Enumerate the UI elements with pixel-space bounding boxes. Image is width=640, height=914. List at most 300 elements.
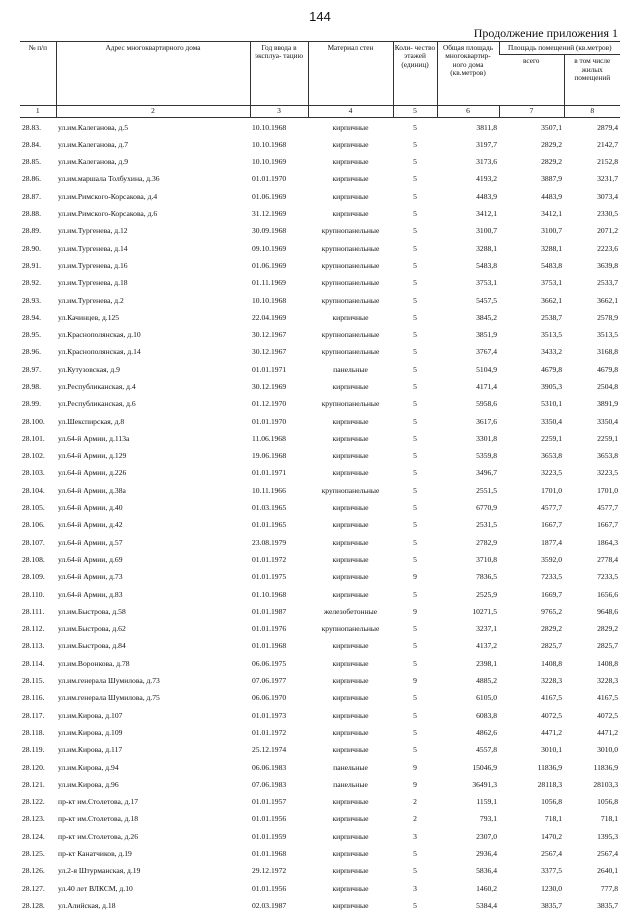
commissioning-date: 25.12.1974 — [252, 745, 287, 755]
row-number: 28.98. — [22, 382, 41, 391]
row-number: 28.123. — [22, 814, 45, 824]
floor-count: 5 — [413, 624, 417, 634]
total-area: 15046,9 — [472, 762, 497, 772]
house-address: ул.40 лет ВЛКСМ, д.10 — [58, 883, 133, 893]
house-address: ул.им.Воронкова, д.78 — [58, 658, 130, 668]
house-address: ул.им.Быстрова, д.84 — [58, 641, 126, 651]
house-address: ул.им.Тургенева, д.16 — [58, 260, 128, 270]
living-area: 777,8 — [600, 883, 618, 893]
wall-material: кирпичные — [332, 710, 369, 720]
house-address: ул.им.Тургенева, д.2 — [58, 295, 124, 305]
house-address: ул.им.Тургенева, д.12 — [58, 226, 128, 236]
row-number: 28.97. — [22, 364, 41, 374]
living-area: 7233,5 — [597, 572, 618, 582]
table-row — [20, 188, 620, 205]
floor-count: 5 — [413, 658, 417, 668]
total-area: 4137,2 — [476, 641, 497, 651]
row-number: 28.128. — [22, 900, 45, 910]
premises-area-total: 2538,7 — [541, 312, 562, 322]
wall-material: кирпичные — [332, 451, 369, 461]
living-area: 4471,2 — [597, 727, 618, 737]
commissioning-date: 07.06.1983 — [252, 779, 287, 789]
table-row — [20, 222, 620, 239]
living-area: 3513,5 — [597, 330, 618, 340]
table-row — [20, 637, 620, 654]
row-number: 28.101. — [22, 433, 45, 443]
table-row — [20, 620, 620, 637]
house-address: ул.им.Тургенева, д.18 — [58, 278, 128, 288]
living-area: 2879,4 — [597, 122, 618, 132]
commissioning-date: 01.01.1972 — [252, 554, 287, 564]
total-area: 3845,2 — [476, 312, 497, 322]
premises-area-total: 9765,2 — [541, 606, 562, 616]
row-number: 28.93. — [22, 295, 41, 305]
wall-material: кирпичные — [332, 727, 369, 737]
floor-count: 5 — [413, 745, 417, 755]
premises-area-total: 3288,1 — [541, 243, 562, 253]
wall-material: кирпичные — [332, 814, 369, 824]
column-number: 7 — [499, 106, 564, 118]
row-number: 28.112. — [22, 624, 45, 634]
premises-area-total: 3228,3 — [541, 676, 562, 686]
house-address: ул.им.генерала Шумилова, д.73 — [58, 676, 160, 686]
total-area: 6770,9 — [476, 503, 497, 513]
commissioning-date: 01.12.1970 — [252, 399, 287, 409]
wall-material: крупнопанельные — [321, 399, 380, 409]
premises-area-total: 2567,4 — [541, 849, 562, 859]
premises-area-total: 3507,1 — [541, 122, 562, 132]
commissioning-date: 10.11.1966 — [252, 485, 286, 495]
wall-material: панельные — [333, 762, 368, 772]
wall-material: крупнопанельные — [321, 485, 380, 495]
row-number: 28.95. — [22, 330, 41, 340]
row-number: 28.100. — [22, 416, 45, 426]
table-row — [20, 828, 620, 845]
living-area: 1864,3 — [597, 537, 618, 547]
floor-count: 5 — [413, 364, 417, 374]
living-area: 3835,7 — [597, 900, 618, 910]
premises-area-total: 1701,0 — [541, 485, 562, 495]
house-address: ул.64-й Армии, д.113а — [58, 433, 130, 443]
floor-count: 5 — [413, 278, 417, 288]
living-area: 2829,2 — [597, 624, 618, 634]
premises-area-total: 7233,5 — [541, 572, 562, 582]
living-area: 3653,8 — [597, 451, 618, 461]
total-area: 3496,7 — [476, 468, 497, 478]
premises-area-total: 3350,4 — [541, 416, 562, 426]
header-premises-living: в том числе жилых помещений — [564, 55, 620, 106]
house-address: ул.им.Кирова, д.107 — [58, 710, 123, 720]
house-address: ул.64-й Армии, д.83 — [58, 589, 123, 599]
floor-count: 9 — [413, 606, 417, 616]
wall-material: кирпичные — [332, 537, 369, 547]
living-area: 4679,8 — [597, 364, 618, 374]
premises-area-total: 1408,8 — [541, 658, 562, 668]
table-row — [20, 793, 620, 810]
house-address: ул.им.маршала Толбухина, д.36 — [58, 174, 160, 184]
house-address: ул.им.Кирова, д.96 — [58, 779, 119, 789]
living-area: 4577,7 — [597, 503, 618, 513]
floor-count: 5 — [413, 260, 417, 270]
table-row — [20, 897, 620, 914]
floor-count: 3 — [413, 831, 417, 841]
table-row — [20, 724, 620, 741]
floor-count: 5 — [413, 174, 417, 184]
commissioning-date: 01.01.1976 — [252, 624, 287, 634]
table-row — [20, 879, 620, 896]
row-number: 28.122. — [22, 797, 45, 807]
living-area: 3228,3 — [597, 676, 618, 686]
living-area: 2578,9 — [597, 312, 618, 322]
total-area: 3288,1 — [476, 243, 497, 253]
commissioning-date: 23.08.1979 — [252, 537, 287, 547]
wall-material: крупнопанельные — [321, 347, 380, 357]
table-row — [20, 551, 620, 568]
wall-material: кирпичные — [332, 191, 369, 201]
column-number-row — [20, 106, 620, 118]
house-address: ул.им.Кирова, д.109 — [58, 727, 123, 737]
row-number: 28.110. — [22, 589, 45, 599]
premises-area-total: 3513,5 — [541, 330, 562, 340]
row-number: 28.116. — [22, 693, 45, 703]
total-area: 3617,6 — [476, 416, 497, 426]
appendix-continuation-caption: Продолжение приложения 1 — [473, 26, 618, 40]
total-area: 5958,6 — [476, 399, 497, 409]
table-row — [20, 499, 620, 516]
wall-material: крупнопанельные — [321, 243, 380, 253]
commissioning-date: 10.10.1968 — [252, 122, 287, 132]
total-area: 3753,1 — [476, 278, 497, 288]
row-number: 28.117. — [22, 710, 45, 720]
table-row — [20, 810, 620, 827]
house-address: ул.им.Тургенева, д.14 — [58, 243, 128, 253]
premises-area-total: 1470,2 — [541, 831, 562, 841]
wall-material: кирпичные — [332, 745, 369, 755]
living-area: 1656,6 — [597, 589, 618, 599]
floor-count: 5 — [413, 727, 417, 737]
house-address: ул.64-й Армии, д.129 — [58, 451, 127, 461]
floor-count: 5 — [413, 589, 417, 599]
floor-count: 2 — [413, 814, 417, 824]
living-area: 718,1 — [600, 814, 618, 824]
row-number: 28.85. — [22, 157, 41, 167]
floor-count: 5 — [413, 330, 417, 340]
wall-material: кирпичные — [332, 157, 369, 167]
living-area: 3010,0 — [597, 745, 618, 755]
floor-count: 5 — [413, 416, 417, 426]
premises-area-total: 3905,3 — [541, 382, 562, 391]
commissioning-date: 06.06.1970 — [252, 693, 287, 703]
wall-material: кирпичные — [332, 382, 369, 391]
column-number: 8 — [564, 106, 620, 118]
column-number: 4 — [308, 106, 393, 118]
living-area: 1701,0 — [597, 485, 618, 495]
total-area: 6083,8 — [476, 710, 497, 720]
house-address: ул.Шекспирская, д.8 — [58, 416, 125, 426]
wall-material: кирпичные — [332, 866, 369, 876]
premises-area-total: 4483,9 — [541, 191, 562, 201]
table-row — [20, 118, 620, 136]
commissioning-date: 01.01.1971 — [252, 364, 287, 374]
table-row — [20, 326, 620, 343]
wall-material: кирпичные — [332, 433, 369, 443]
floor-count: 5 — [413, 900, 417, 910]
header-address: Адрес многоквартирного дома — [56, 42, 250, 106]
row-number: 28.119. — [22, 745, 45, 755]
table-row — [20, 689, 620, 706]
row-number: 28.91. — [22, 260, 41, 270]
commissioning-date: 01.01.1956 — [252, 883, 287, 893]
premises-area-total: 3653,8 — [541, 451, 562, 461]
table-row — [20, 464, 620, 481]
house-address: ул.64-й Армии, д.57 — [58, 537, 123, 547]
row-number: 28.96. — [22, 347, 41, 357]
commissioning-date: 29.12.1972 — [252, 866, 287, 876]
row-number: 28.99. — [22, 399, 41, 409]
living-area: 2330,5 — [597, 209, 618, 219]
commissioning-date: 01.06.1969 — [252, 191, 287, 201]
total-area: 4885,2 — [476, 676, 497, 686]
row-number: 28.124. — [22, 831, 45, 841]
living-area: 1408,8 — [597, 658, 618, 668]
floor-count: 5 — [413, 382, 417, 391]
row-number: 28.88. — [22, 209, 41, 219]
table-row — [20, 447, 620, 464]
header-premises-all: всего — [499, 55, 564, 106]
floor-count: 9 — [413, 779, 417, 789]
total-area: 2531,5 — [476, 520, 497, 530]
living-area: 3223,5 — [597, 468, 618, 478]
floor-count: 5 — [413, 122, 417, 132]
header-premises-area: Площадь помещений (кв.метров) — [499, 42, 620, 55]
living-area: 1395,3 — [597, 831, 618, 841]
wall-material: кирпичные — [332, 122, 369, 132]
living-area: 11836,9 — [593, 762, 618, 772]
premises-area-total: 3223,5 — [541, 468, 562, 478]
table-row — [20, 430, 620, 447]
wall-material: кирпичные — [332, 693, 369, 703]
table-row — [20, 239, 620, 256]
floor-count: 9 — [413, 762, 417, 772]
premises-area-total: 3662,1 — [541, 295, 562, 305]
table-row — [20, 568, 620, 585]
house-address: ул.им.Калеганова, д.7 — [58, 139, 129, 149]
table-header — [20, 42, 620, 118]
total-area: 3173,6 — [476, 157, 497, 167]
floor-count: 5 — [413, 433, 417, 443]
house-address: ул.Республиканская, д.4 — [58, 382, 136, 391]
floor-count: 5 — [413, 520, 417, 530]
premises-area-total: 2829,2 — [541, 139, 562, 149]
house-address: пр-кт им.Столетова, д.17 — [58, 797, 139, 807]
total-area: 10271,5 — [472, 606, 497, 616]
house-address: ул.Республиканская, д.6 — [58, 399, 136, 409]
row-number: 28.89. — [22, 226, 41, 236]
premises-area-total: 718,1 — [544, 814, 562, 824]
table-row — [20, 205, 620, 222]
table-row — [20, 257, 620, 274]
commissioning-date: 06.06.1983 — [252, 762, 287, 772]
total-area: 2525,9 — [476, 589, 497, 599]
premises-area-total: 3887,9 — [541, 174, 562, 184]
living-area: 3662,1 — [597, 295, 618, 305]
premises-area-total: 3377,5 — [541, 866, 562, 876]
commissioning-date: 19.06.1968 — [252, 451, 287, 461]
total-area: 793,1 — [479, 814, 497, 824]
living-area: 2504,8 — [597, 382, 618, 391]
header-total-area: Общая площадь многоквартир- ного дома (кв.метров) — [437, 42, 499, 106]
floor-count: 5 — [413, 554, 417, 564]
wall-material: кирпичные — [332, 849, 369, 859]
house-address: ул.Краснополянская, д.10 — [58, 330, 141, 340]
house-address: ул.64-й Армии, д.226 — [58, 468, 127, 478]
floor-count: 5 — [413, 347, 417, 357]
commissioning-date: 06.06.1975 — [252, 658, 287, 668]
premises-area-total: 1669,7 — [541, 589, 562, 599]
floor-count: 5 — [413, 139, 417, 149]
total-area: 3767,4 — [476, 347, 497, 357]
commissioning-date: 01.01.1968 — [252, 641, 287, 651]
total-area: 2782,9 — [476, 537, 497, 547]
row-number: 28.125. — [22, 849, 45, 859]
premises-area-total: 1056,8 — [541, 797, 562, 807]
commissioning-date: 01.11.1969 — [252, 278, 286, 288]
row-number: 28.114. — [22, 658, 45, 668]
wall-material: кирпичные — [332, 641, 369, 651]
wall-material: железобетонные — [323, 606, 378, 616]
row-number: 28.94. — [22, 312, 41, 322]
premises-area-total: 5310,1 — [541, 399, 562, 409]
wall-material: панельные — [333, 779, 368, 789]
floor-count: 3 — [413, 883, 417, 893]
total-area: 4171,4 — [476, 382, 497, 391]
premises-area-total: 3835,7 — [541, 900, 562, 910]
total-area: 4557,8 — [476, 745, 497, 755]
commissioning-date: 10.10.1969 — [252, 157, 287, 167]
premises-area-total: 2829,2 — [541, 624, 562, 634]
total-area: 4483,9 — [476, 191, 497, 201]
total-area: 5384,4 — [476, 900, 497, 910]
floor-count: 5 — [413, 399, 417, 409]
row-number: 28.121. — [22, 779, 45, 789]
total-area: 2551,5 — [476, 485, 497, 495]
floor-count: 5 — [413, 503, 417, 513]
total-area: 4862,6 — [476, 727, 497, 737]
total-area: 3301,8 — [476, 433, 497, 443]
premises-area-total: 1877,4 — [541, 537, 562, 547]
wall-material: крупнопанельные — [321, 295, 380, 305]
floor-count: 5 — [413, 243, 417, 253]
premises-area-total: 3433,2 — [541, 347, 562, 357]
header-material: Материал стен — [308, 42, 393, 106]
living-area: 3073,4 — [597, 191, 618, 201]
total-area: 2307,0 — [476, 831, 497, 841]
floor-count: 5 — [413, 693, 417, 703]
total-area: 36491,3 — [472, 779, 497, 789]
wall-material: кирпичные — [332, 797, 369, 807]
house-address: ул.им.Римского-Корсакова, д.4 — [58, 191, 158, 201]
premises-area-total: 3753,1 — [541, 278, 562, 288]
house-address: ул.им.Быстрова, д.58 — [58, 606, 126, 616]
row-number: 28.83. — [22, 122, 41, 132]
house-address: ул.им.генерала Шумилова, д.75 — [58, 693, 160, 703]
house-address: ул.им.Калеганова, д.5 — [58, 122, 129, 132]
house-address: пр-кт им.Столетова, д.26 — [58, 831, 139, 841]
row-number: 28.118. — [22, 727, 45, 737]
table-row — [20, 170, 620, 187]
total-area: 5457,5 — [476, 295, 497, 305]
living-area: 1056,8 — [597, 797, 618, 807]
premises-area-total: 3412,1 — [541, 209, 562, 219]
total-area: 3710,8 — [476, 554, 497, 564]
premises-area-total: 3100,7 — [541, 226, 562, 236]
total-area: 2936,4 — [476, 849, 497, 859]
table-row — [20, 776, 620, 793]
living-area: 3639,8 — [597, 260, 618, 270]
column-number: 1 — [20, 106, 56, 118]
commissioning-date: 01.01.1971 — [252, 468, 287, 478]
commissioning-date: 01.01.1970 — [252, 174, 287, 184]
commissioning-date: 22.04.1969 — [252, 312, 287, 322]
house-address: ул.64-й Армии, д.38а — [58, 485, 126, 495]
wall-material: кирпичные — [332, 554, 369, 564]
house-address: ул.Качинцев, д.125 — [58, 312, 120, 322]
table-row — [20, 309, 620, 326]
house-address: ул.им.Калеганова, д.9 — [58, 157, 129, 167]
house-address: ул.им.Быстрова, д.62 — [58, 624, 126, 634]
header-year: Год ввода в эксплуа- тацию — [250, 42, 308, 106]
commissioning-date: 01.01.1975 — [252, 572, 287, 582]
wall-material: кирпичные — [332, 139, 369, 149]
row-number: 28.106. — [22, 520, 45, 530]
commissioning-date: 01.01.1968 — [252, 849, 287, 859]
column-number: 6 — [437, 106, 499, 118]
wall-material: кирпичные — [332, 174, 369, 184]
commissioning-date: 01.01.1956 — [252, 814, 287, 824]
wall-material: крупнопанельные — [321, 330, 380, 340]
house-address: ул.им.Кирова, д.117 — [58, 745, 123, 755]
premises-area-total: 4167,5 — [541, 693, 562, 703]
living-area: 3350,4 — [597, 416, 618, 426]
house-address: ул.64-й Армии, д.73 — [58, 572, 123, 582]
total-area: 3811,8 — [476, 122, 497, 132]
premises-area-total: 11836,9 — [537, 762, 562, 772]
premises-area-total: 3010,1 — [541, 745, 562, 755]
row-number: 28.92. — [22, 278, 41, 288]
total-area: 1460,2 — [476, 883, 497, 893]
table-row — [20, 672, 620, 689]
floor-count: 5 — [413, 485, 417, 495]
floor-count: 5 — [413, 641, 417, 651]
table-row — [20, 395, 620, 412]
commissioning-date: 09.10.1969 — [252, 243, 287, 253]
premises-area-total: 5483,8 — [541, 260, 562, 270]
row-number: 28.90. — [22, 243, 41, 253]
total-area: 5483,8 — [476, 260, 497, 270]
total-area: 3197,7 — [476, 139, 497, 149]
premises-area-total: 2829,2 — [541, 157, 562, 167]
total-area: 3237,1 — [476, 624, 497, 634]
row-number: 28.126. — [22, 866, 45, 876]
house-address: ул.им.Римского-Корсакова, д.6 — [58, 209, 158, 219]
house-address: ул.Алийская, д.18 — [58, 900, 116, 910]
living-area: 2640,1 — [597, 866, 618, 876]
total-area: 5359,8 — [476, 451, 497, 461]
living-area: 4167,5 — [597, 693, 618, 703]
table-row — [20, 603, 620, 620]
table-row — [20, 534, 620, 551]
table-row — [20, 758, 620, 775]
